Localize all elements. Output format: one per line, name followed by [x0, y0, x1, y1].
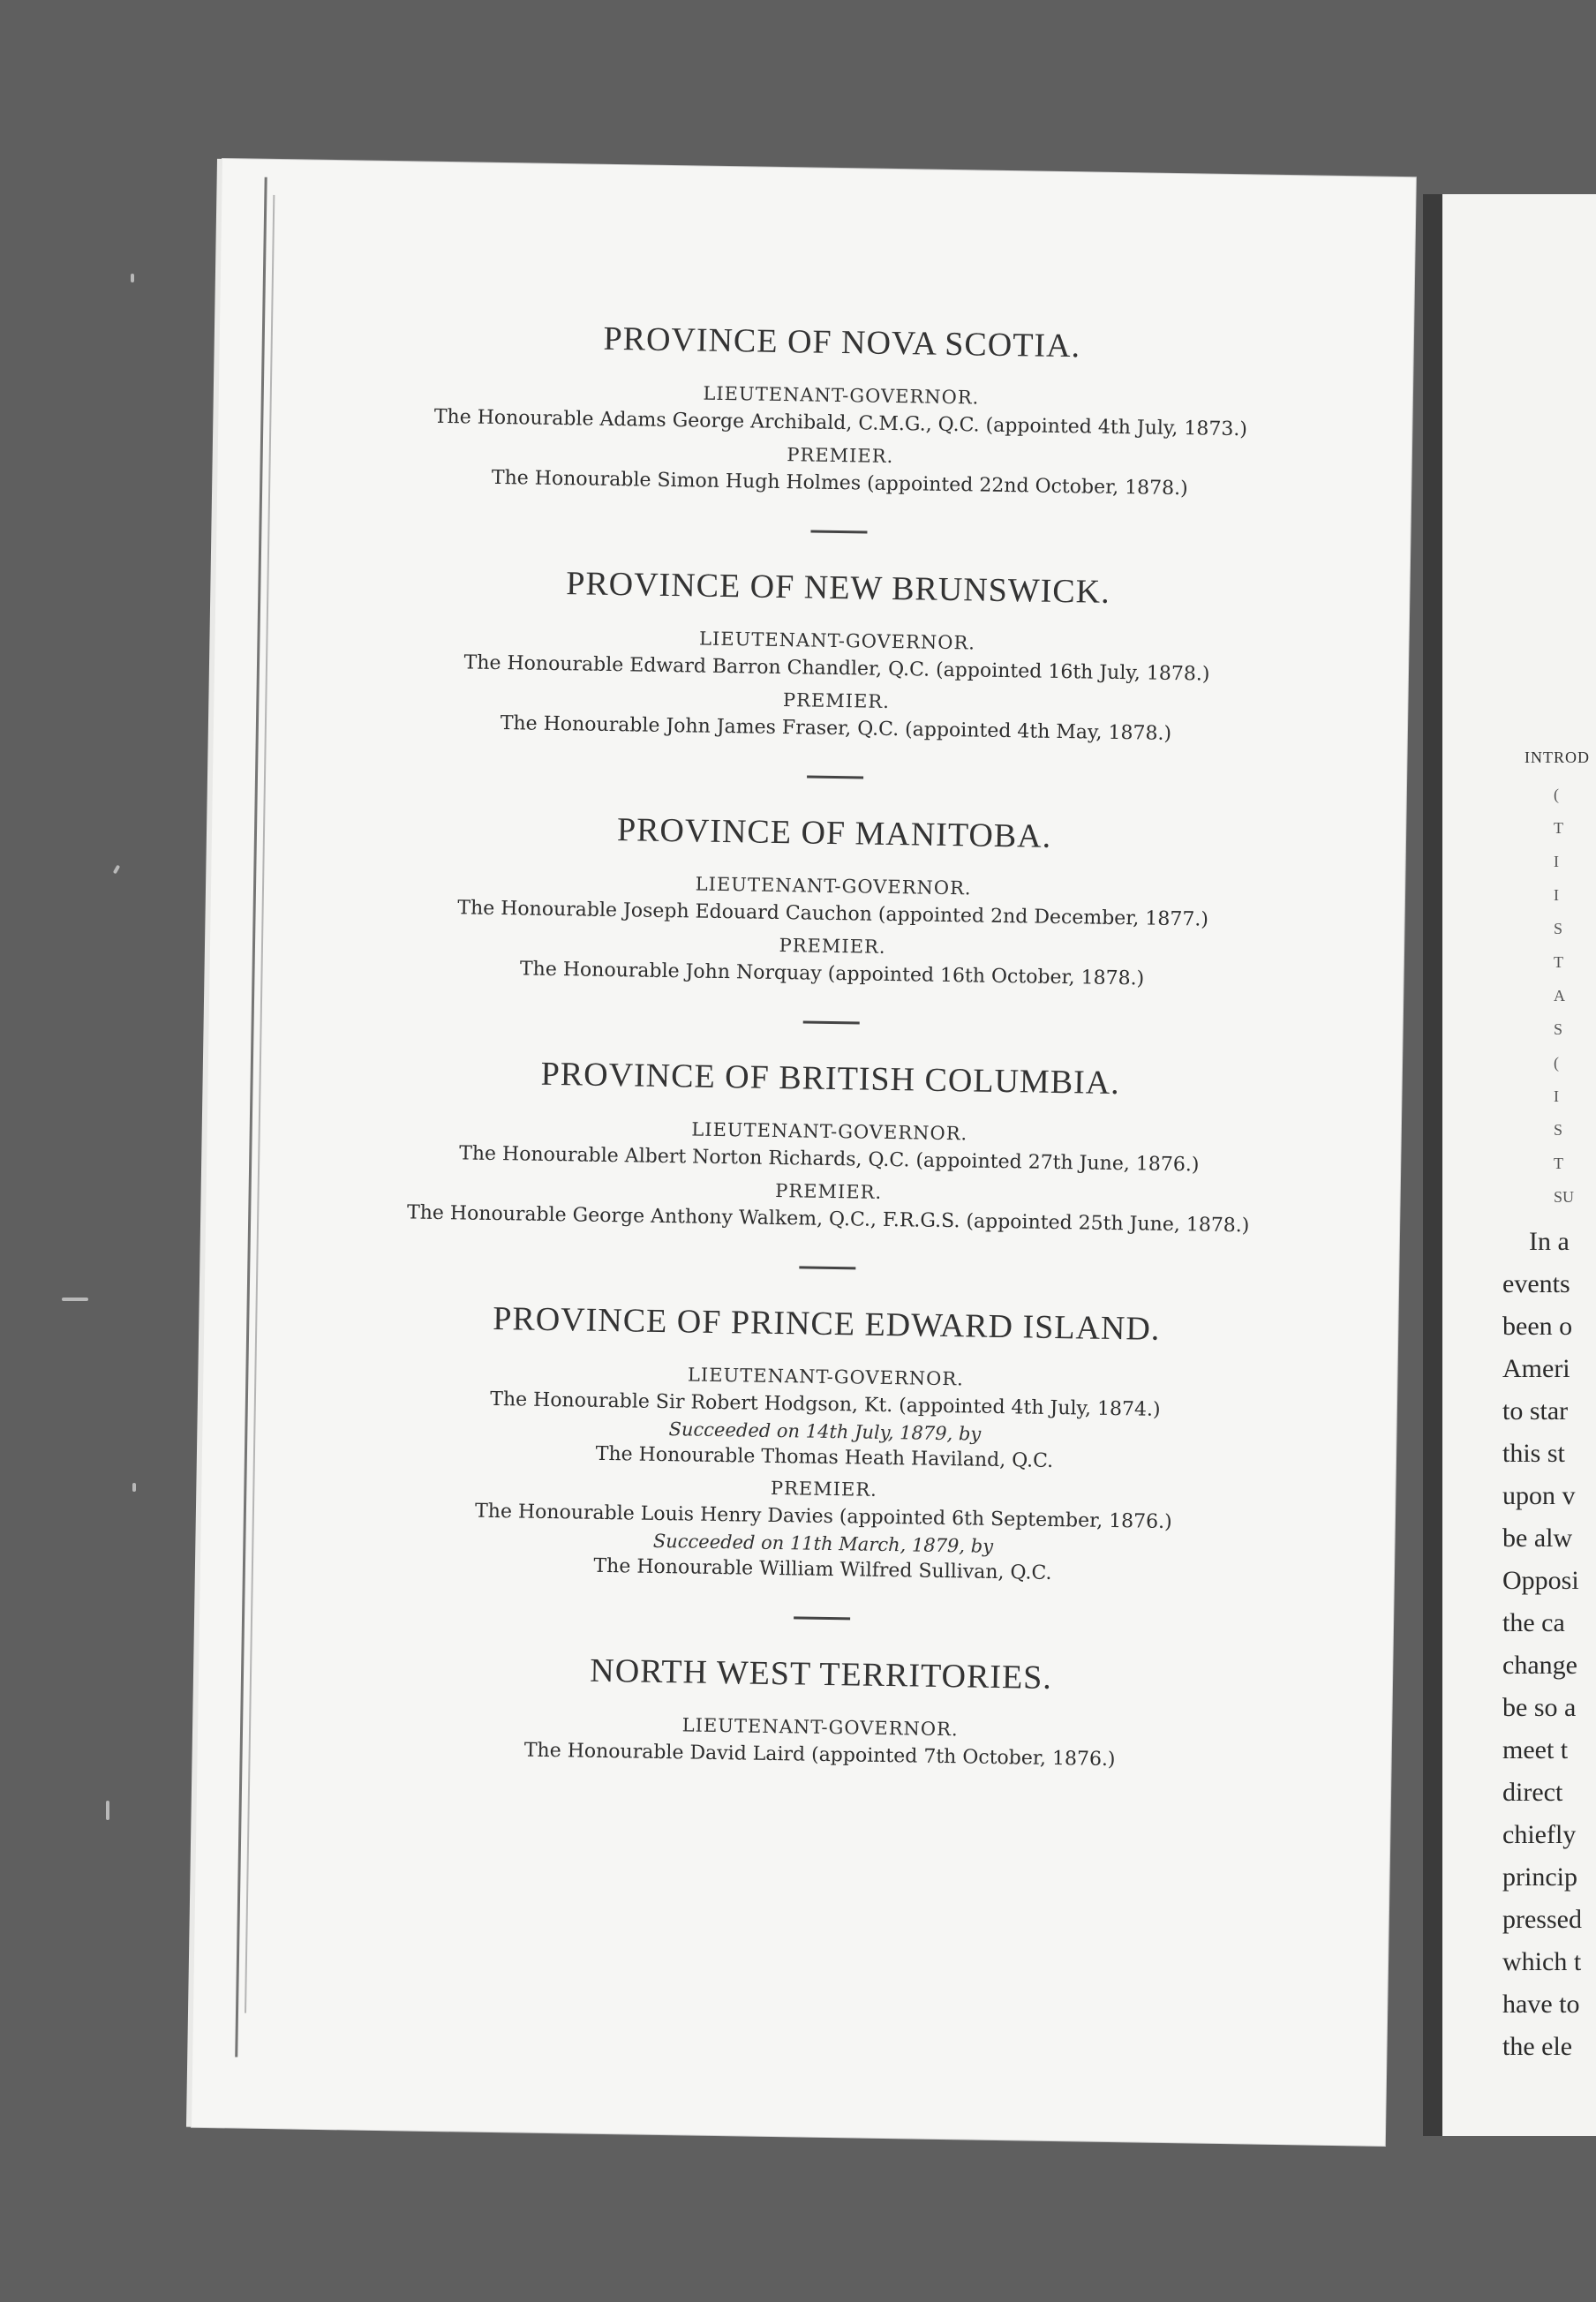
- lieutenant-governor-label: LIEUTENANT-GOVERNOR.: [703, 382, 980, 409]
- toc-entry-fragment: I: [1554, 853, 1559, 870]
- section-title: PROVINCE OF NOVA SCOTIA.: [603, 320, 1081, 365]
- premier-entry: The Honourable John James Fraser, Q.C. (appointed 4th May, 1878.): [500, 711, 1172, 745]
- body-text-fragment: this st: [1502, 1439, 1565, 1468]
- body-text-fragment: have to: [1502, 1990, 1580, 2019]
- body-text-fragment: Ameri: [1502, 1354, 1570, 1383]
- dust-speck: [62, 1298, 88, 1301]
- toc-entry-fragment: T: [1554, 953, 1563, 971]
- toc-entry-fragment: S: [1554, 1020, 1563, 1038]
- body-text-fragment: be alw: [1502, 1523, 1573, 1553]
- premier-entry: The Honourable Simon Hugh Holmes (appointed 22nd October, 1878.): [491, 466, 1188, 500]
- premier-label: PREMIER.: [775, 1179, 883, 1203]
- section-divider: [799, 1266, 855, 1269]
- lieutenant-governor-entry: The Honourable Albert Norton Richards, Q.C. (appointed 27th June, 1876.): [458, 1142, 1200, 1177]
- lieutenant-governor-entry: The Honourable Sir Robert Hodgson, Kt. (appointed 4th July, 1874.): [490, 1388, 1161, 1421]
- premier-label: PREMIER.: [779, 934, 886, 958]
- body-text-fragment: pressed: [1502, 1905, 1582, 1934]
- premier-label: PREMIER.: [782, 688, 891, 712]
- dust-speck: [106, 1801, 109, 1820]
- section-title: PROVINCE OF NEW BRUNSWICK.: [565, 565, 1110, 611]
- dust-speck: [113, 865, 120, 875]
- body-text-fragment: the ca: [1502, 1608, 1565, 1637]
- lieutenant-governor-label: LIEUTENANT-GOVERNOR.: [691, 1118, 968, 1145]
- section-british-columbia: [382, 1052, 1276, 1238]
- page-binding-edge: [235, 177, 267, 2058]
- section-manitoba: [386, 807, 1280, 993]
- section-title: NORTH WEST TERRITORIES.: [590, 1651, 1053, 1696]
- body-text-fragment: upon v: [1502, 1481, 1576, 1510]
- premier-entry: The Honourable George Anthony Walkem, Q.C., F.R.G.S. (appointed 25th June, 1878.): [406, 1200, 1250, 1237]
- successor-entry: The Honourable William Wilfred Sullivan, Q.C.: [593, 1554, 1052, 1584]
- page-content: [373, 316, 1288, 1778]
- premier-label: PREMIER.: [787, 443, 894, 467]
- succession-note: Succeeded on 11th March, 1879, by: [652, 1530, 994, 1557]
- lieutenant-governor-label: LIEUTENANT-GOVERNOR.: [687, 1364, 965, 1390]
- right-page-heading: INTROD: [1524, 749, 1590, 766]
- body-text-fragment: meet t: [1502, 1735, 1569, 1764]
- section-divider: [810, 530, 867, 534]
- body-text-fragment: been o: [1502, 1312, 1573, 1341]
- lieutenant-governor-label: LIEUTENANT-GOVERNOR.: [695, 873, 972, 899]
- body-text-fragment: events: [1502, 1269, 1570, 1298]
- body-text-fragment: change: [1502, 1651, 1577, 1680]
- lieutenant-governor-label: LIEUTENANT-GOVERNOR.: [698, 628, 976, 654]
- section-divider: [794, 1616, 850, 1620]
- section-prince-edward-island: [377, 1298, 1273, 1589]
- section-nova-scotia: [394, 316, 1288, 502]
- body-text-fragment: chiefly: [1502, 1820, 1577, 1849]
- toc-entry-fragment: I: [1554, 886, 1559, 904]
- right-page: [1423, 194, 1596, 2136]
- lieutenant-governor-entry: The Honourable David Laird (appointed 7th October, 1876.): [523, 1739, 1116, 1772]
- toc-entry-fragment: (: [1554, 1054, 1559, 1072]
- premier-entry: The Honourable Louis Henry Davies (appointed 6th September, 1876.): [474, 1500, 1172, 1534]
- section-divider: [807, 775, 863, 779]
- succession-note: Succeeded on 14th July, 1879, by: [668, 1418, 982, 1445]
- premier-label: PREMIER.: [770, 1477, 878, 1501]
- section-title: PROVINCE OF BRITISH COLUMBIA.: [540, 1055, 1121, 1102]
- lieutenant-governor-entry: The Honourable Adams George Archibald, C.M.G., Q.C. (appointed 4th July, 1873.): [433, 405, 1248, 441]
- dust-speck: [131, 274, 134, 282]
- body-text-fragment: be so a: [1502, 1693, 1577, 1722]
- successor-entry: The Honourable Thomas Heath Haviland, Q.C.: [595, 1442, 1054, 1472]
- body-text-fragment: the ele: [1502, 2032, 1573, 2061]
- body-text-fragment: In a: [1529, 1227, 1570, 1256]
- body-text-fragment: to star: [1502, 1396, 1569, 1426]
- lieutenant-governor-entry: The Honourable Joseph Edouard Cauchon (appointed 2nd December, 1877.): [457, 897, 1209, 931]
- toc-entry-fragment: S: [1554, 920, 1563, 937]
- section-divider: [803, 1020, 860, 1024]
- toc-entry-fragment: A: [1554, 987, 1565, 1004]
- premier-entry: The Honourable John Norquay (appointed 16th October, 1878.): [519, 957, 1145, 990]
- section-new-brunswick: [390, 561, 1284, 748]
- toc-entry-fragment: T: [1554, 819, 1563, 837]
- page-gutter: [1423, 194, 1442, 2136]
- body-text-fragment: direct: [1502, 1778, 1563, 1807]
- body-text-fragment: princip: [1502, 1862, 1577, 1892]
- section-title: PROVINCE OF PRINCE EDWARD ISLAND.: [493, 1299, 1161, 1348]
- body-text-fragment: which t: [1502, 1947, 1582, 1976]
- section-north-west-territories: [374, 1648, 1268, 1774]
- toc-entry-fragment: SU: [1554, 1188, 1575, 1206]
- body-text-fragment: Opposi: [1502, 1566, 1579, 1595]
- toc-entry-fragment: (: [1554, 786, 1559, 803]
- dust-speck: [132, 1483, 136, 1492]
- lieutenant-governor-entry: The Honourable Edward Barron Chandler, Q.C. (appointed 16th July, 1878.): [463, 651, 1210, 686]
- toc-entry-fragment: S: [1554, 1121, 1563, 1139]
- toc-entry-fragment: I: [1554, 1087, 1559, 1105]
- left-page: [192, 159, 1416, 2146]
- section-title: PROVINCE OF MANITOBA.: [616, 811, 1052, 855]
- lieutenant-governor-label: LIEUTENANT-GOVERNOR.: [681, 1714, 959, 1741]
- toc-entry-fragment: T: [1554, 1155, 1563, 1172]
